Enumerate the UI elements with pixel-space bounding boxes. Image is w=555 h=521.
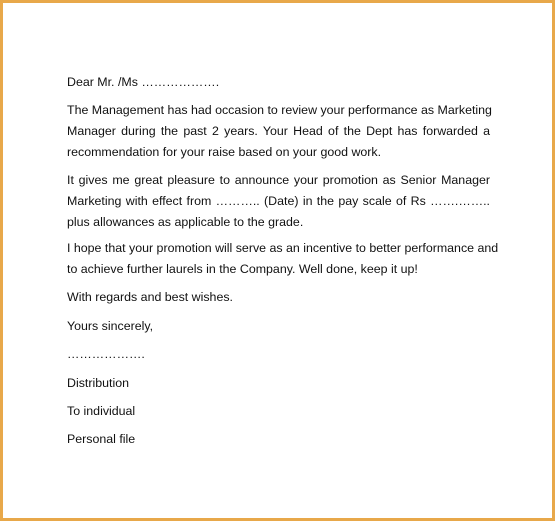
- signature-placeholder: ……………….: [67, 347, 145, 361]
- paragraph-1-line-1: The Management has had occasion to review your performance as Marketing: [67, 103, 492, 117]
- paragraph-performance-review: [67, 100, 490, 163]
- paragraph-1-line-3: recommendation for your raise based on your good work.: [67, 145, 382, 159]
- regards-line: With regards and best wishes.: [67, 290, 233, 304]
- paragraph-3-line-2: to achieve further laurels in the Company. Well done, keep it up!: [67, 262, 418, 276]
- salutation: Dear Mr. /Ms ……………….: [67, 75, 220, 89]
- distribution-item-individual: To individual: [67, 404, 136, 418]
- paragraph-3-line-1: I hope that your promotion will serve as an incentive to better performance and: [67, 241, 499, 255]
- paragraph-promotion-announcement: [67, 170, 490, 233]
- paragraph-1-line-2: Manager during the past 2 years. Your Head of the Dept has forwarded a: [67, 124, 490, 138]
- paragraph-encouragement: [67, 238, 499, 280]
- paragraph-2-line-2: Marketing with effect from ……….. (Date) in the pay scale of Rs …….……..: [67, 194, 490, 208]
- paragraph-2-line-3: plus allowances as applicable to the grade.: [67, 215, 304, 229]
- closing-line: Yours sincerely,: [67, 319, 154, 333]
- distribution-heading: Distribution: [67, 376, 129, 390]
- distribution-item-personal-file: Personal file: [67, 432, 136, 446]
- paragraph-2-line-1: It gives me great pleasure to announce your promotion as Senior Manager: [67, 173, 490, 187]
